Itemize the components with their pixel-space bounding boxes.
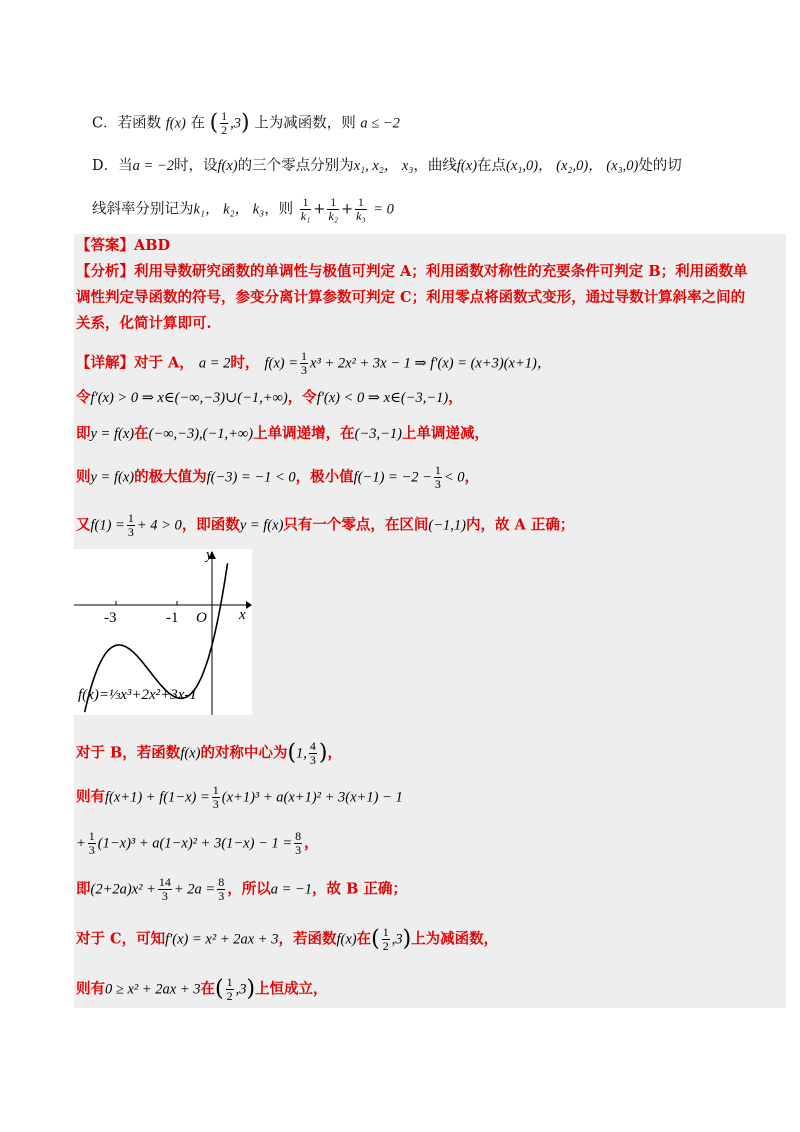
option-d-line1: D．当a = −2时，设f(x)的三个零点分别为x₁, x₂， x₃，曲线f(x)在点(x₁,0)， (x₂,0)， (x₃,0)处的切: [92, 158, 682, 174]
left-paren: (: [209, 110, 219, 136]
single-zero-line: 又f(1) = $\frac{1}{3}$ + 4 > 0，即函数y = f(x)只有一个零点，在区间(−1,1)内，故 A 正确；: [76, 511, 575, 539]
analysis-line-3: 关系，化简计算即可.: [76, 315, 212, 332]
b-eq-line-3: 即(2+2a)x² + $\frac{14}{3}$ + 2a = $\frac{8}{3}$ ，所以a = −1，故 B 正确；: [76, 875, 407, 903]
analysis-line-2: 调性判定导函数的符号，参变分离计算参数可判定 C；利用零点将函数式变形，通过导数计算斜率之间的: [76, 289, 746, 306]
graph-svg: [74, 549, 252, 715]
answer-label: 【答案】ABD: [76, 237, 171, 254]
b-eq-line-2: + $\frac{1}{3}$ (1−x)³ + a(1−x)² + 3(1−x) − 1 = $\frac{8}{3}$ ，: [76, 829, 319, 857]
b-eq-line-1: 则有f(x+1) + f(1−x) = $\frac{1}{3}$ (x+1)³ + a(x+1)² + 3(x+1) − 1: [76, 783, 403, 811]
x-axis-arrow: [246, 601, 252, 609]
option-c: C．若函数 f(x) 在 ( $\frac{1}{2}$ ,3) 上为减函数，则 a ≤ −2: [92, 109, 400, 137]
x-axis-label: x: [239, 607, 246, 623]
c-ineq-line: 则有0 ≥ x² + 2ax + 3在( $\frac{1}{2}$ ,3)上恒成立，: [76, 975, 328, 1003]
function-graph: [74, 549, 252, 715]
tick-label-neg1: -1: [166, 610, 179, 626]
tick-label-neg3: -3: [104, 610, 117, 626]
extremum-line: 则y = f(x)的极大值为f(−3) = −1 < 0，极小值f(−1) = −2 − $\frac{1}{3}$ < 0，: [76, 463, 480, 491]
graph-formula: f(x)=⅓x³+2x²+3x-1: [78, 687, 197, 703]
c-intro-line: 对于 C，可知f′(x) = x² + 2ax + 3，若函数f(x)在( $\frac{1}{2}$ ,3)上为减函数，: [76, 925, 499, 953]
option-d-line2: 线斜率分别记为k₁， k₂， k₃，则 $\frac{1}{\text{k₁}}$ + $\frac{1}{\text{k₂}}$ + $\frac{1}{\text{k₃}}$ = 0: [92, 195, 394, 223]
b-intro-line: 对于 B，若函数f(x)的对称中心为(1, $\frac{4}{3}$ )，: [76, 739, 342, 767]
y-axis-label: y: [206, 549, 213, 563]
detail-a-line: 【详解】对于 A， a = 2时， f(x) = $\frac{1}{3}$ x³ + 2x² + 3x − 1 ⇒ f′(x) = (x+3)(x+1)，: [76, 349, 552, 377]
origin-label: O: [196, 610, 207, 626]
fraction: $\frac{1}{2}$: [221, 109, 228, 137]
monotonic-interval-line: 即y = f(x)在(−∞,−3),(−1,+∞)上单调递增，在(−3,−1)上单调递减，: [76, 425, 489, 442]
analysis-line-1: 【分析】利用导数研究函数的单调性与极值可判定 A；利用函数对称性的充要条件可判定 B；利用函数单: [76, 263, 748, 280]
monotonic-sign-line: 令f′(x) > 0 ⇒ x∈(−∞,−3)∪(−1,+∞)，令f′(x) < 0 ⇒ x∈(−3,−1)，: [76, 389, 463, 406]
